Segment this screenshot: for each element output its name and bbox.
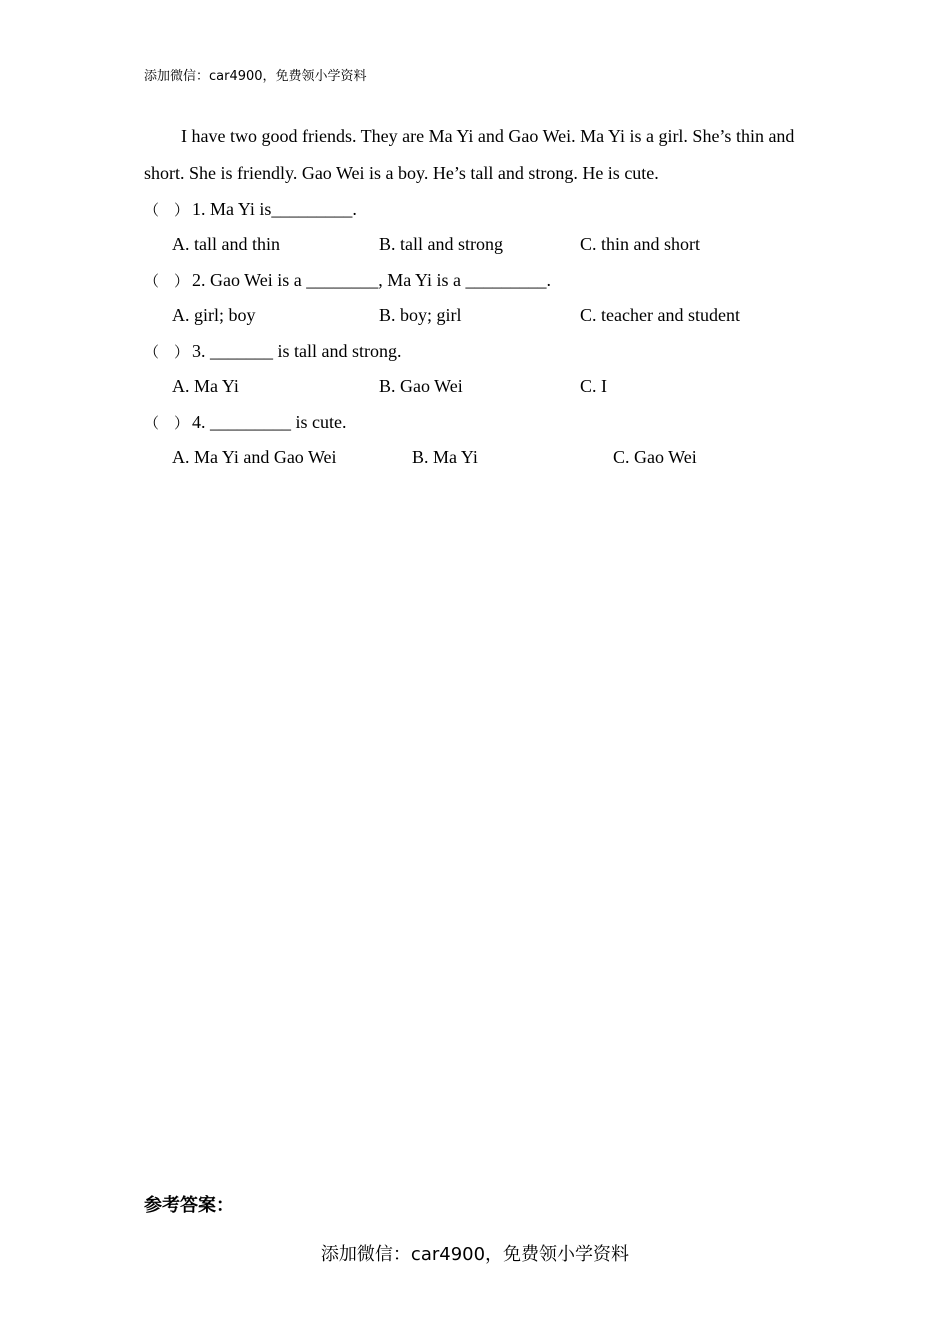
question-2-option-c: C. teacher and student [580,305,740,325]
question-1-option-b: B. tall and strong [379,234,503,254]
question-3-option-a: A. Ma Yi [172,376,239,396]
answer-blank-parentheses: （ ） [144,201,190,219]
question-4 [144,412,347,433]
reading-passage: I have two good friends. They are Ma Yi and Gao Wei. Ma Yi is a girl. She’s thin and short. She is friendly. Gao Wei is a boy. He’s tall and strong. He is cute. [144,126,795,183]
question-3 [144,341,402,362]
question-2-option-b: B. boy; girl [379,305,462,325]
question-4-option-a: A. Ma Yi and Gao Wei [172,447,337,467]
answer-blank-parentheses: （ ） [144,414,190,432]
question-1-option-a: A. tall and thin [172,234,280,254]
question-text: 3. _______ is tall and strong. [192,341,402,361]
question-4-option-c: C. Gao Wei [613,447,697,467]
question-2-option-a: A. girl; boy [172,305,256,325]
question-1 [144,199,357,220]
question-3-option-b: B. Gao Wei [379,376,463,396]
question-text: 1. Ma Yi is_________. [192,199,357,219]
footer-watermark-note: 添加微信：car4900，免费领小学资料 [320,1244,630,1265]
question-2 [144,270,551,291]
answer-blank-parentheses: （ ） [144,272,190,290]
question-text: 4. _________ is cute. [192,412,347,432]
header-watermark-note: 添加微信：car4900，免费领小学资料 [144,69,367,84]
question-1-option-c: C. thin and short [580,234,700,254]
question-text: 2. Gao Wei is a ________, Ma Yi is a _________. [192,270,552,290]
answer-blank-parentheses: （ ） [144,343,190,361]
question-4-option-b: B. Ma Yi [412,447,478,467]
answer-key-heading: 参考答案： [144,1195,234,1216]
question-3-option-c: C. I [580,376,607,396]
